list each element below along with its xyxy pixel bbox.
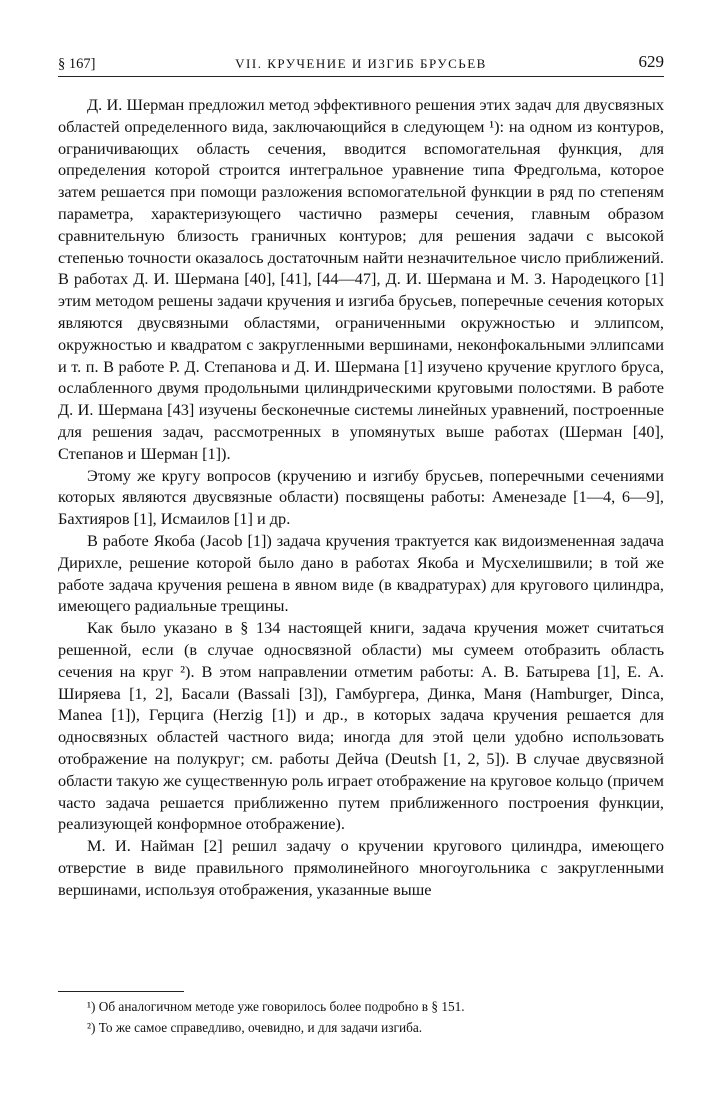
footnote-divider [58,991,184,992]
paragraph-naiman: М. И. Найман [2] решил задачу о кручении кругового цилиндра, имеющего отверстие в виде правильного прямолинейного многоугольника с закругленными вершинами, используя отображения, указанные выше [58,836,664,899]
header-divider [58,76,664,77]
header-section-ref: § 167] [58,56,96,72]
footnote-1: ¹) Об аналогичном методе уже говорилось более подробно в § 151. [87,999,465,1014]
main-text [58,94,664,900]
footnote-2: ²) То же самое справедливо, очевидно, и для задачи изгиба. [87,1020,423,1035]
header-chapter-title: VII. КРУЧЕНИЕ И ИЗГИБ БРУСЬЕВ [235,56,487,71]
footnotes [58,996,664,1038]
paragraph-related-works: Этому же кругу вопросов (кручению и изгибу брусьев, поперечными сечениями которых являются двусвязные области) посвящены работы: Аменезаде [1—4, 6—9], Бахтияров [1], Исмаилов [1] и др. [58,465,664,529]
paragraph-sherman-method: Д. И. Шерман предложил метод эффективного решения этих задач для двусвязных областей определенного вида, заключающийся в следующем ¹): на одном из контуров, ограничивающих область сечения, вводится вспомогательная функция, для определения которой строится интегральное уравнение типа Фредгольма, которое затем решается при помощи разложения вспомогательной функции в ряд по степеням параметра, характеризующего частично размеры сечения, главным образом сравнительную близость граничных контуров; для решения задачи с высокой степенью точности оказалось достаточным найти незначительное число приближений. В работах Д. И. Шермана [40], [41], [44—47], Д. И. Шермана и М. З. Народецкого [1] этим методом решены задачи кручения и изгиба брусьев, поперечные сечения которых являются двусвязными областями, ограниченными окружностью и эллипсом, окружностью и квадратом с закругленными вершинами, неконфокальными эллипсами и т. п. В работе Р. Д. Степанова и Д. И. Шермана [1] изучено кручение круглого бруса, ослабленного двумя продольными цилиндрическими круговыми полостями. В работе Д. И. Шермана [43] изучены бесконечные системы линейных уравнений, построенные для решения задач, рассмотренных в упомянутых выше работах (Шерман [40], Степанов и Шерман [1]). [58,95,664,463]
paragraph-jacob: В работе Якоба (Jacob [1]) задача кручения трактуется как видоизмененная задача Дирихле, решение которой было дано в работах Якоба и Мусхелишвили; в той же работе задача кручения решена в явном виде (в квадратурах) для кругового цилиндра, имеющего радиальные трещины. [58,530,664,616]
paragraph-conformal-mapping: Как было указано в § 134 настоящей книги, задача кручения может считаться решенной, если (в случае односвязной области) мы сумеем отобразить область сечения на круг ²). В этом направлении отметим работы: А. В. Батырева [1], Е. А. Ширяева [1, 2], Басали (Bassali [3]), Гамбургера, Динка, Маня (Hamburger, Dinca, Manea [1]), Герцига (Herzig [1]) и др., в которых задача кручения решается для односвязных областей частного вида; иногда для этой цели удобно использовать отображение на полукруг; см. работы Дейча (Deutsh [1, 2, 5]). В случае двусвязной области такую же существенную роль играет отображение на круговое кольцо (причем часто задача решается приближенно путем приближенного построения функции, реализующей конформное отображение). [58,618,664,834]
running-header [58,52,664,74]
page-number: 629 [638,52,664,71]
